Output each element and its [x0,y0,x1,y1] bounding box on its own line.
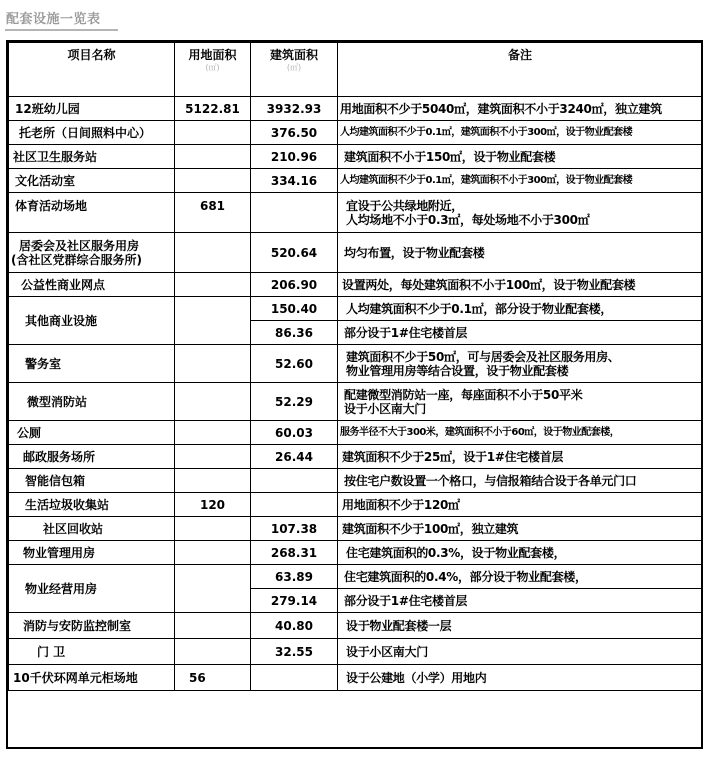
row-name: 邮政服务场所 [9,445,175,469]
row-building-area: 268.31 [251,541,338,565]
table-row [9,445,703,469]
table-row [9,383,703,421]
header-land-unit: (㎡) [205,63,220,72]
row-building-area: 52.29 [251,383,338,421]
row-land-area [175,421,251,445]
row-note: 服务半径不大于300米，建筑面积不小于60㎡，设于物业配套楼， [338,421,703,445]
row-note: 建筑面积不少于100㎡，独立建筑 [338,517,703,541]
row-note: 设置两处，每处建筑面积不小于100㎡，设于物业配套楼 [338,273,703,297]
row-building-area: 150.40 [251,297,338,321]
row-building-area: 40.80 [251,613,338,639]
header-land-area [175,43,251,97]
row-note [338,345,703,383]
row-name: 公益性商业网点 [9,273,175,297]
row-name [9,233,175,273]
row-building-area [251,493,338,517]
row-note-line: 建筑面积不少于50㎡，可与居委会及社区服务用房、 [346,349,620,364]
row-building-area: 32.55 [251,639,338,665]
row-name: 物业经营用房 [9,565,175,613]
row-note: 设于小区南大门 [338,639,703,665]
header-building-area [251,43,338,97]
row-name: 托老所（日间照料中心） [9,121,175,145]
row-note: 设于公建地（小学）用地内 [338,665,703,691]
header-name: 项目名称 [9,43,175,97]
row-note: 住宅建筑面积的0.4%，部分设于物业配套楼， [338,565,703,589]
row-building-area: 206.90 [251,273,338,297]
row-building-area: 26.44 [251,445,338,469]
row-name: 生活垃圾收集站 [9,493,175,517]
row-note: 建筑面积不小于150㎡，设于物业配套楼 [338,145,703,169]
row-land-area [175,613,251,639]
row-building-area [251,665,338,691]
table-row [9,297,703,321]
row-note: 人均建筑面积不少于0.1㎡，部分设于物业配套楼， [338,297,703,321]
row-land-area [175,469,251,493]
row-land-area [175,445,251,469]
row-land-area: 120 [175,493,251,517]
row-land-area [175,233,251,273]
header-building-unit: (㎡) [286,63,302,72]
row-building-area: 86.36 [251,321,338,345]
table-row [9,169,703,193]
row-building-area [251,469,338,493]
table-row [9,345,703,383]
row-building-area: 63.89 [251,565,338,589]
table-row [9,421,703,445]
row-note-line: 设于小区南大门 [344,401,426,416]
row-land-area [175,639,251,665]
row-building-area: 334.16 [251,169,338,193]
row-building-area: 520.64 [251,233,338,273]
row-building-area: 210.96 [251,145,338,169]
row-land-area: 681 [175,193,251,233]
table-row [9,639,703,665]
row-name: 体育活动场地 [9,193,175,233]
table-row [9,145,703,169]
table-row [9,121,703,145]
table-row [9,517,703,541]
row-building-area: 52.60 [251,345,338,383]
row-note-line: 宜设于公共绿地附近， [346,198,464,213]
row-note [338,193,703,233]
row-note: 部分设于1#住宅楼首层 [338,589,703,613]
row-note: 住宅建筑面积的0.3%，设于物业配套楼， [338,541,703,565]
row-land-area [175,273,251,297]
row-name: 门 卫 [9,639,175,665]
row-name: 公厕 [9,421,175,445]
row-note: 用地面积不少于5040㎡，建筑面积不小于3240㎡，独立建筑 [338,97,703,121]
table-row [9,193,703,233]
row-land-area [175,145,251,169]
header-building-area-label: 建筑面积 [269,48,318,62]
row-note: 部分设于1#住宅楼首层 [338,321,703,345]
table-row [9,665,703,691]
row-note-line: 物业管理用房等结合设置，设于物业配套楼 [346,363,569,378]
row-land-area [175,169,251,193]
row-land-area [175,541,251,565]
table-row [9,469,703,493]
row-land-area [175,297,251,345]
row-land-area: 56 [175,665,251,691]
row-name: 12班幼儿园 [9,97,175,121]
table-row [9,493,703,517]
row-building-area: 376.50 [251,121,338,145]
header-land-area-label: 用地面积 [188,48,237,62]
row-land-area [175,383,251,421]
row-note: 设于物业配套楼一层 [338,613,703,639]
table-row [9,97,703,121]
title-underline [5,29,118,31]
row-land-area [175,517,251,541]
row-name: 文化活动室 [9,169,175,193]
row-name: 智能信包箱 [9,469,175,493]
row-name: 其他商业设施 [9,297,175,345]
row-building-area: 107.38 [251,517,338,541]
row-note [338,383,703,421]
row-building-area: 60.03 [251,421,338,445]
row-note: 按住宅户数设置一个格口，与信报箱结合设于各单元门口 [338,469,703,493]
row-name: 微型消防站 [9,383,175,421]
row-building-area: 3932.93 [251,97,338,121]
row-note: 均匀布置，设于物业配套楼 [338,233,703,273]
row-land-area [175,121,251,145]
row-note: 人均建筑面积不少于0.1㎡，建筑面积不小于300㎡，设于物业配套楼 [338,121,703,145]
row-land-area [175,565,251,613]
row-building-area [251,193,338,233]
facilities-table [8,42,703,691]
row-name: 消防与安防监控制室 [9,613,175,639]
row-name: 警务室 [9,345,175,383]
header-notes: 备注 [338,43,703,97]
table-row [9,233,703,273]
row-building-area: 279.14 [251,589,338,613]
row-note-line: 配建微型消防站一座，每座面积不小于50平米 [344,387,583,402]
row-land-area [175,345,251,383]
row-name: 社区卫生服务站 [9,145,175,169]
page-title: 配套设施一览表 [6,12,101,27]
row-name: 社区回收站 [9,517,175,541]
row-note-line: 人均场地不小于0.3㎡，每处场地不小于300㎡ [346,212,590,227]
row-note: 人均建筑面积不少于0.1㎡，建筑面积不小于300㎡，设于物业配套楼 [338,169,703,193]
row-name: 10千伏环网单元柜场地 [9,665,175,691]
table-row [9,541,703,565]
table-header-row [9,43,703,97]
row-name-line: (含社区党群综合服务所) [11,252,142,267]
table-row [9,613,703,639]
row-name-line: 居委会及社区服务用房 [19,238,140,253]
row-name: 物业管理用房 [9,541,175,565]
row-land-area: 5122.81 [175,97,251,121]
table-row [9,565,703,589]
row-note: 用地面积不少于120㎡ [338,493,703,517]
row-note: 建筑面积不少于25㎡，设于1#住宅楼首层 [338,445,703,469]
table-row [9,273,703,297]
